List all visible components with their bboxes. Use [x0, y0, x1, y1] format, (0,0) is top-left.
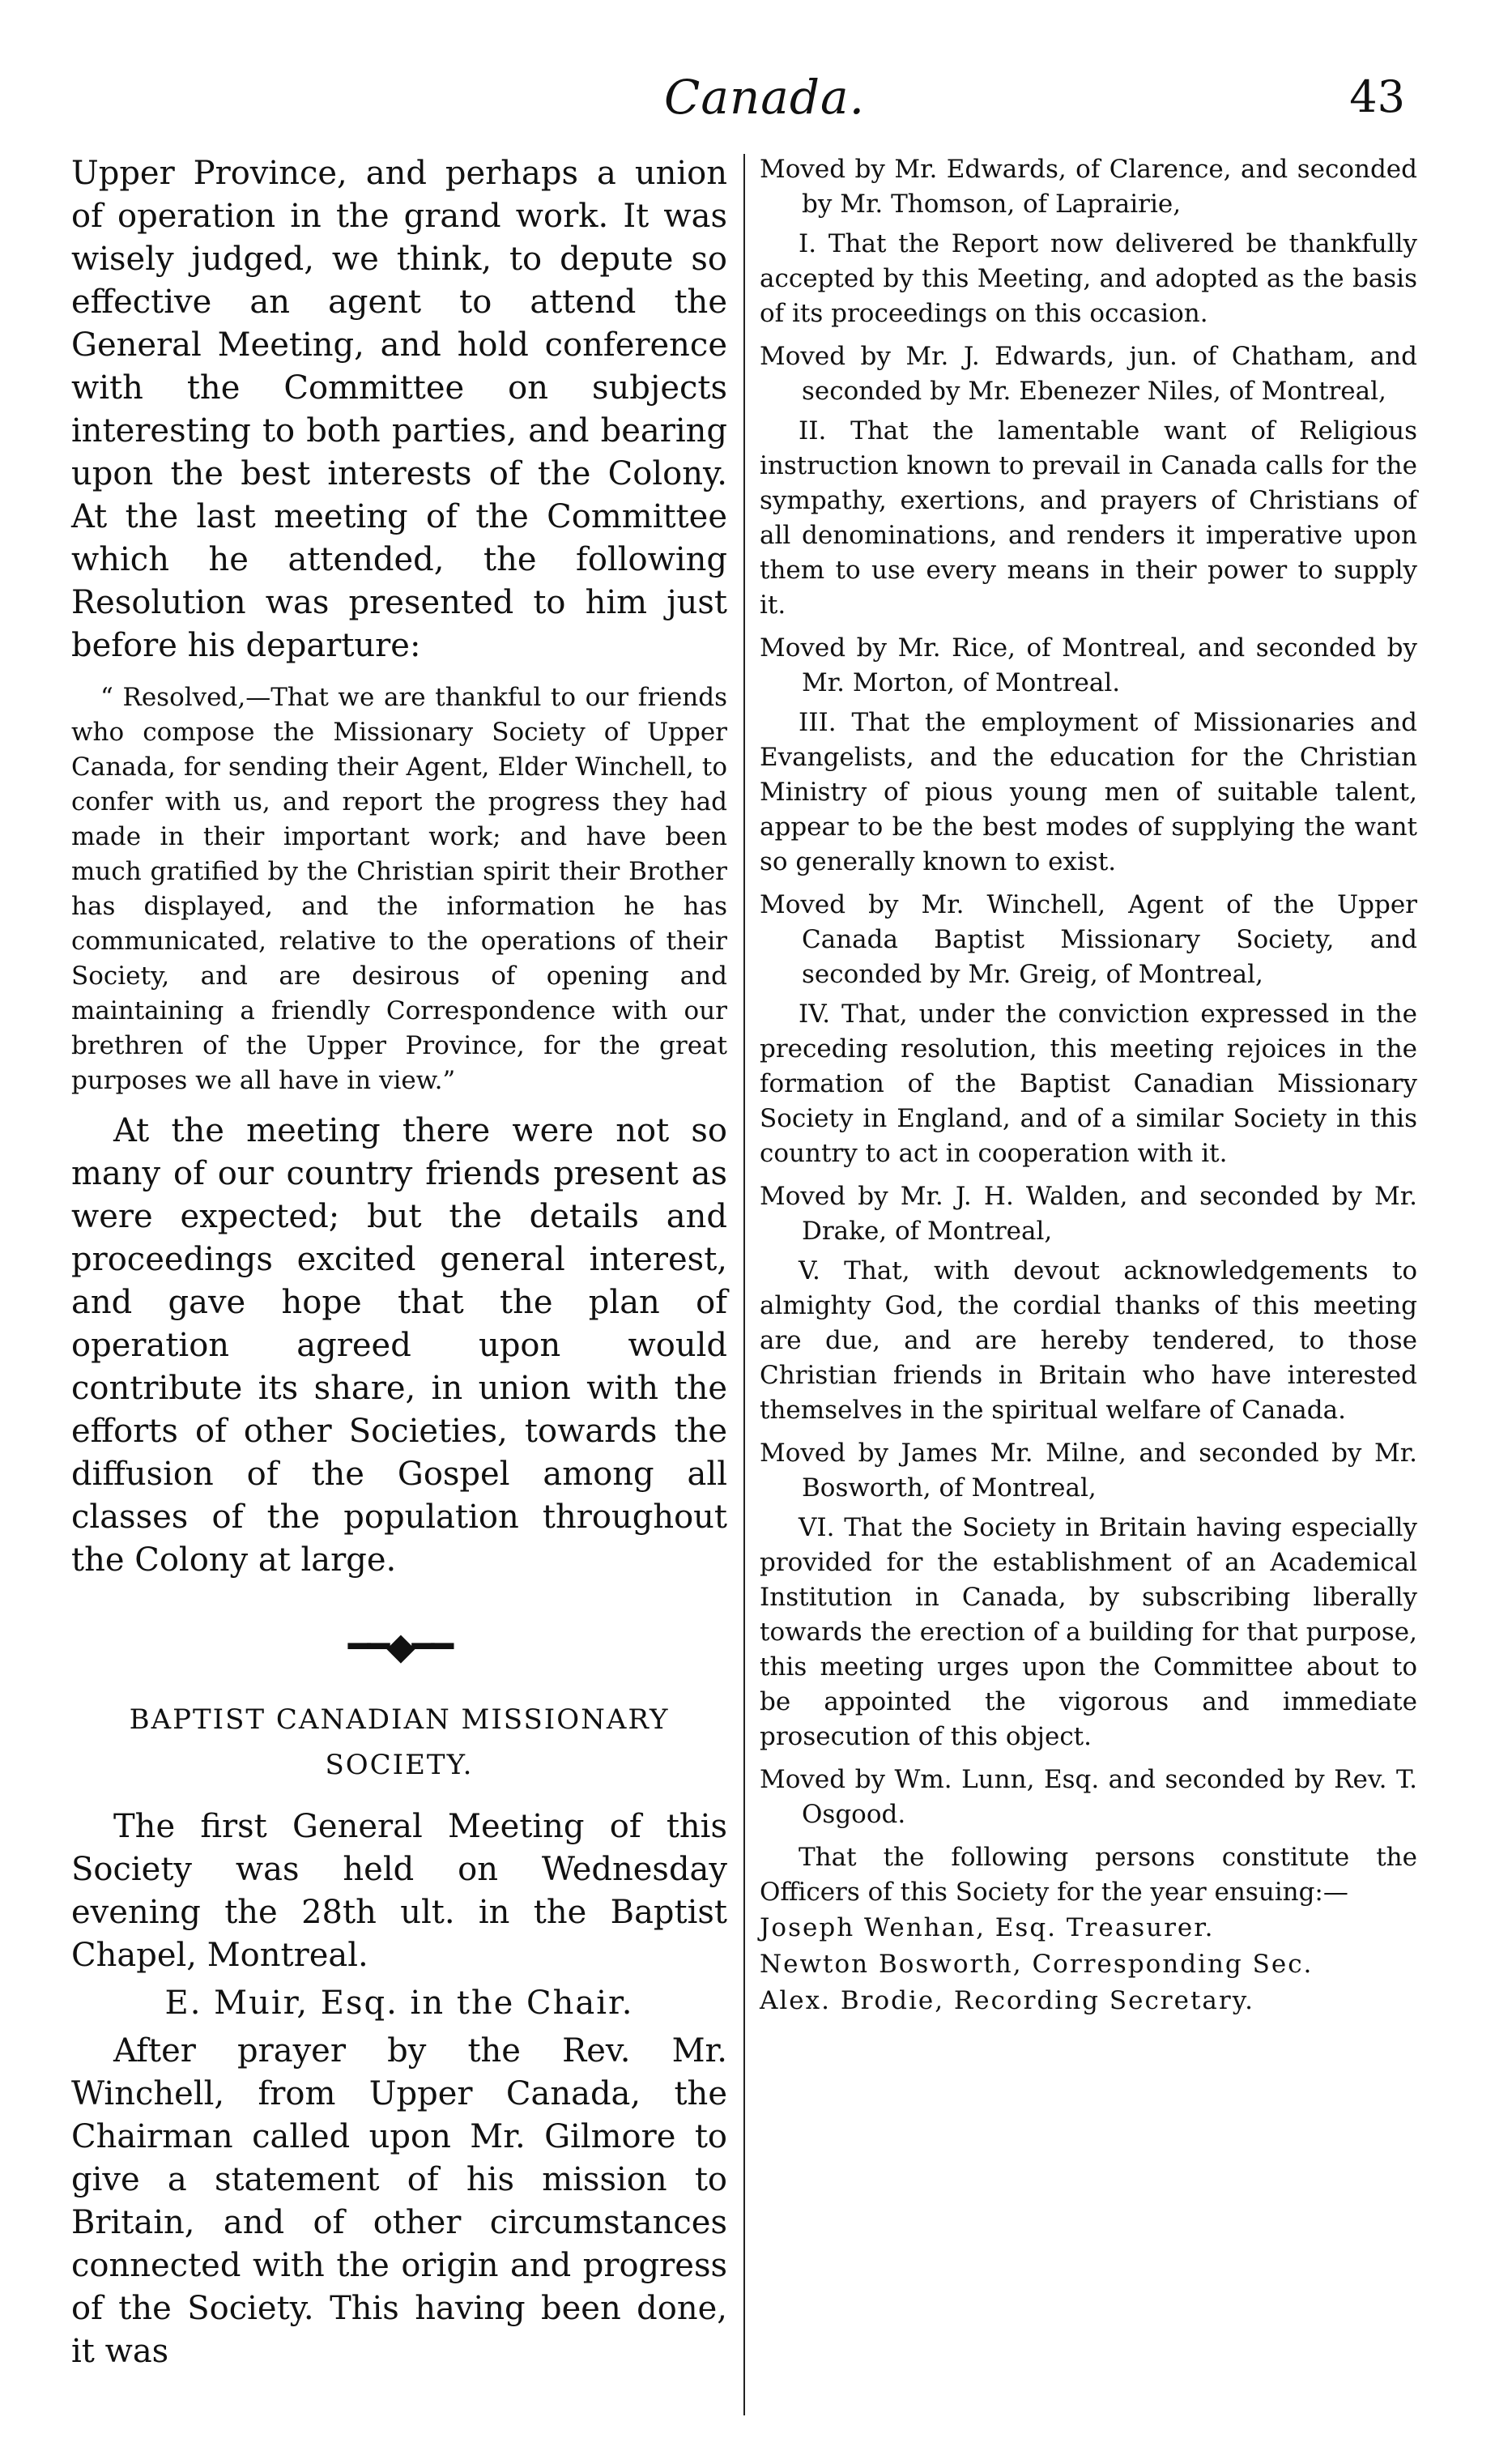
moved-line-1: Moved by Mr. Edwards, of Clarence, and seconded by Mr. Thomson, of Laprairie,	[760, 155, 1417, 219]
page-header	[0, 70, 1512, 134]
section-ornament: ━━◆━━	[347, 1624, 451, 1668]
section-heading: BAPTIST CANADIAN MISSIONARY SOCIETY.	[129, 1703, 670, 1781]
moved-line-6: Moved by James Mr. Milne, and seconded by Mr. Bosworth, of Montreal,	[760, 1439, 1417, 1503]
paragraph-meeting: At the meeting there were not so many of our country friends present as were expected; but the details and proceedings excited general interest, and gave hope that the plan of operation agreed upon would contribute its share, in union with the efforts of other Societies, towards the diffusion of the Gospel among all classes of the population throughout the Colony at large.	[71, 1112, 727, 1579]
paragraph-after-prayer: After prayer by the Rev. Mr. Winchell, from Upper Canada, the Chairman called upon Mr. Gilmore to give a statement of his mission to Britain, and of other circumstances connected with the origin and progress of the Society. This having been done, it was	[71, 2032, 727, 2370]
officer-corresponding-sec: Newton Bosworth, Corresponding Sec.	[760, 1950, 1314, 1979]
officers-intro: That the following persons constitute the Officers of this Society for the year ensuing:—	[760, 1843, 1417, 1907]
right-column	[760, 152, 1417, 2019]
paragraph-first-meeting: The first General Meeting of this Society was held on Wednesday evening the 28th ult. in the Baptist Chapel, Montreal.	[71, 1808, 727, 1974]
moved-line-4: Moved by Mr. Winchell, Agent of the Upper Canada Baptist Missionary Society, and seconded by Mr. Greig, of Montreal,	[760, 890, 1417, 989]
resolution-1: I. That the Report now delivered be thankfully accepted by this Meeting, and adopted as the basis of its proceedings on this occasion.	[760, 229, 1417, 328]
page-number: 43	[1349, 71, 1405, 122]
moved-line-2: Moved by Mr. J. Edwards, jun. of Chatham, and seconded by Mr. Ebenezer Niles, of Montreal,	[760, 342, 1417, 406]
paragraph-upper-province: Upper Province, and perhaps a union of operation in the grand work. It was wisely judged, we think, to depute so effective an agent to attend the General Meeting, and hold conference with the Committee on subjects interesting to both parties, and bearing upon the best interests of the Colony. At the last meeting of the Committee which he attended, the following Resolution was presented to him just before his departure:	[71, 155, 727, 664]
resolution-4: IV. That, under the conviction expressed in the preceding resolution, this meeting rejoices in the formation of the Baptist Canadian Missionary Society in England, and of a similar Society in this country to act in cooperation with it.	[760, 1000, 1417, 1168]
running-head: Canada.	[664, 70, 866, 125]
resolution-6: VI. That the Society in Britain having especially provided for the establishment of an Academical Institution in Canada, by subscribing liberally towards the erection of a building for that purpose, this meeting urges upon the Committee about to be appointed the vigorous and immediate prosecution of this object.	[760, 1513, 1417, 1751]
column-divider	[743, 154, 745, 2415]
resolution-3: III. That the employment of Missionaries and Evangelists, and the education for the Christian Ministry of pious young men of suitable talent, appear to be the best modes of supplying the want so generally known to exist.	[760, 708, 1417, 876]
left-column	[71, 152, 727, 2373]
resolution-5: V. That, with devout acknowledgements to almighty God, the cordial thanks of this meeting are due, and are hereby tendered, to those Christian friends in Britain who have interested themselves in the spiritual welfare of Canada.	[760, 1256, 1417, 1425]
resolved-quote: “ Resolved,—That we are thankful to our friends who compose the Missionary Society of Upper Canada, for sending their Agent, Elder Winchell, to confer with us, and report the progress they had made in their important work; and have been much gratified by the Christian spirit their Brother has displayed, and the information he has communicated, relative to the operations of their Society, and are desirous of opening and maintaining a friendly Correspondence with our brethren of the Upper Province, for the great purposes we all have in view.”	[71, 683, 727, 1095]
chair-line: E. Muir, Esq. in the Chair.	[164, 1984, 634, 2022]
moved-line-7: Moved by Wm. Lunn, Esq. and seconded by Rev. T. Osgood.	[760, 1765, 1417, 1829]
resolution-2: II. That the lamentable want of Religious instruction known to prevail in Canada calls for the sympathy, exertions, and prayers of Christians of all denominations, and renders it imperative upon them to use every means in their power to supply it.	[760, 416, 1417, 620]
officer-treasurer: Joseph Wenhan, Esq. Treasurer.	[760, 1913, 1215, 1942]
moved-line-3: Moved by Mr. Rice, of Montreal, and seconded by Mr. Morton, of Montreal.	[760, 633, 1417, 697]
moved-line-5: Moved by Mr. J. H. Walden, and seconded by Mr. Drake, of Montreal,	[760, 1182, 1417, 1246]
officer-recording-secretary: Alex. Brodie, Recording Secretary.	[760, 1986, 1254, 2015]
